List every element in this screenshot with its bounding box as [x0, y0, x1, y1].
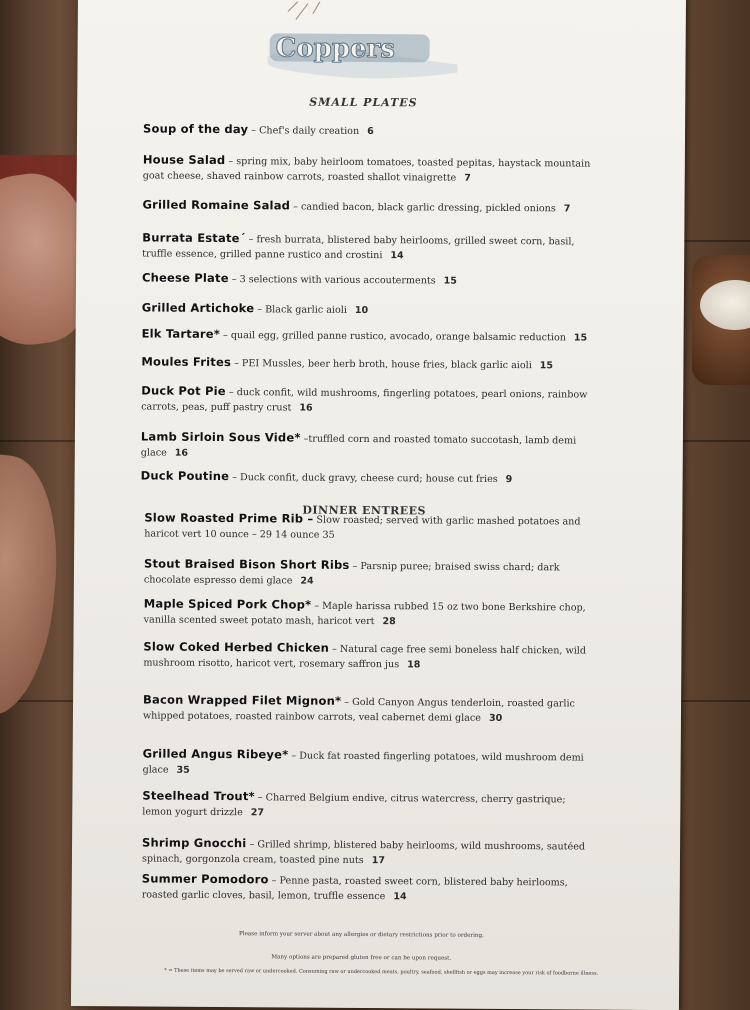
entree-item: [144, 510, 599, 544]
item-name: Duck Poutine: [140, 468, 230, 484]
item-description: – 3 selections with various accouterments: [228, 274, 436, 287]
item-name: Duck Pot Pie: [141, 383, 226, 399]
item-description: – Gold Canyon Angus tenderloin, roasted garlic whipped potatoes, roasted rainbow carrots, veal cabernet demi glace: [142, 696, 575, 724]
small-plate-item: [142, 230, 597, 264]
item-name: Slow Coked Herbed Chicken: [143, 639, 330, 655]
item-price: 9: [505, 473, 513, 486]
svg-text:Coppers: Coppers: [275, 33, 396, 65]
item-price: 24: [300, 575, 314, 587]
menu-paper: [71, 0, 686, 1010]
item-price: 7: [464, 172, 471, 184]
item-name: Grilled Artichoke: [141, 300, 255, 316]
arm: [0, 450, 68, 721]
item-description: – Penne pasta, roasted sweet corn, blistered baby heirlooms, roasted garlic cloves, basil, lemon, truffle essence: [141, 875, 568, 903]
small-plate-item: [141, 468, 596, 487]
item-price: 28: [382, 616, 396, 628]
entree-item: [142, 788, 597, 822]
item-price: 15: [539, 360, 554, 372]
raw-warning-note: * = These items may be served raw or undercooked. Consuming raw or undercooked meats, poultry, seafood, shellfish or eggs may increase your risk of foodborne illness.: [164, 967, 599, 977]
item-price: 15: [443, 275, 457, 287]
item-description: – Natural cage free semi boneless half chicken, wild mushroom risotto, haricot vert, rosemary saffron jus: [143, 643, 587, 671]
entree-item: [142, 835, 597, 869]
small-plate-item: [142, 270, 597, 289]
item-name: Moules Frites: [141, 354, 232, 370]
entree-item: [143, 746, 598, 780]
small-plate-item: [142, 300, 597, 319]
item-description: – Duck confit, duck gravy, cheese curd; house cut fries: [229, 472, 498, 485]
small-plate-item: [142, 197, 597, 216]
item-price: 14: [393, 891, 407, 903]
small-plates-heading: SMALL PLATES: [309, 95, 418, 110]
item-price: 17: [371, 855, 385, 867]
dinner-entrees-heading: DINNER ENTREES: [302, 503, 427, 518]
item-name: Bacon Wrapped Filet Mignon*: [143, 692, 342, 708]
entree-item: [143, 692, 598, 726]
item-description: – Duck fat roasted fingerling potatoes, wild mushroom demi glace: [142, 750, 584, 776]
small-plate-item: [141, 354, 596, 373]
item-description: – fresh burrata, blistered baby heirlooms, grilled sweet corn, basil, truffle essence, grilled panne rustico and crostini: [142, 234, 575, 262]
item-price: 16: [299, 402, 313, 414]
item-name: Shrimp Gnocchi: [142, 835, 247, 851]
item-price: 16: [174, 447, 189, 459]
item-name: House Salad: [142, 152, 226, 168]
entree-item: [144, 596, 599, 630]
small-plate-item: [143, 152, 598, 186]
item-description: – PEI Mussles, beer herb broth, house fries, black garlic aioli: [230, 358, 532, 372]
item-description: – Chef's daily creation: [248, 125, 360, 137]
item-description: – Parsnip puree; braised swiss chard; dark chocolate espresso demi glace: [143, 560, 560, 587]
item-name: Slow Roasted Prime Rib –: [144, 510, 314, 526]
small-plate-item: [142, 326, 597, 345]
item-name: Lamb Sirloin Sous Vide*: [140, 429, 301, 445]
gluten-note: Many options are prepared gluten free or can be upon request.: [271, 954, 452, 962]
item-description: – quail egg, grilled panne rustico, avocado, orange balsamic reduction: [219, 329, 566, 344]
entree-item: [143, 639, 598, 673]
item-description: – Black garlic aioli: [254, 304, 347, 316]
allergy-note: Please inform your server about any allergies or dietary restrictions prior to ordering.: [239, 931, 484, 939]
item-description: – Charred Belgium endive, citrus watercress, cherry gastrique; lemon yogurt drizzle: [142, 792, 566, 819]
restaurant-logo: [267, 1, 458, 82]
item-description: – Maple harissa rubbed 15 oz two bone Berkshire chop, vanilla scented sweet potato mash, haricot vert: [143, 600, 586, 628]
item-name: Cheese Plate: [141, 270, 229, 286]
item-price: 15: [573, 332, 588, 344]
item-price: 27: [250, 807, 265, 819]
item-name: Burrata Estate´: [142, 230, 246, 246]
small-plate-item: [141, 383, 596, 417]
item-name: Maple Spiced Pork Chop*: [143, 596, 312, 612]
entree-item: [144, 556, 599, 590]
small-plate-item: [143, 121, 598, 140]
item-description: – duck confit, wild mushrooms, fingerling potatoes, pearl onions, rainbow carrots, peas, puff pastry crust: [141, 387, 588, 414]
item-price: 35: [176, 764, 190, 776]
item-name: Stout Braised Bison Short Ribs: [143, 556, 350, 572]
small-plate-item: [141, 429, 596, 463]
item-description: – spring mix, baby heirloom tomatoes, toasted pepitas, haystack mountain goat cheese, shaved rainbow carrots, roasted shallot vinaigrette: [142, 156, 591, 184]
item-price: 10: [354, 304, 369, 317]
item-price: 18: [407, 659, 421, 671]
item-description: – Grilled shrimp, blistered baby heirlooms, wild mushrooms, sautéed spinach, gorgonzola cream, toasted pine nuts: [141, 839, 586, 867]
item-name: Grilled Romaine Salad: [142, 197, 291, 213]
item-name: Elk Tartare*: [141, 326, 221, 341]
entree-item: [142, 871, 597, 905]
item-name: Grilled Angus Ribeye*: [142, 746, 289, 762]
item-name: Steelhead Trout*: [142, 788, 255, 804]
item-description: – candied bacon, black garlic dressing, pickled onions: [290, 201, 556, 215]
item-name: Soup of the day: [143, 121, 249, 137]
item-name: Summer Pomodoro: [141, 871, 269, 887]
item-description: Slow roasted; served with garlic mashed potatoes and haricot vert 10 ounce – 29 14 ounce 35: [144, 514, 581, 541]
item-description: –truffled corn and roasted tomato succotash, lamb demi glace: [140, 433, 577, 459]
item-price: 14: [390, 250, 404, 262]
item-price: 30: [488, 712, 503, 724]
item-price: 7: [563, 203, 571, 215]
item-price: 6: [367, 126, 374, 138]
